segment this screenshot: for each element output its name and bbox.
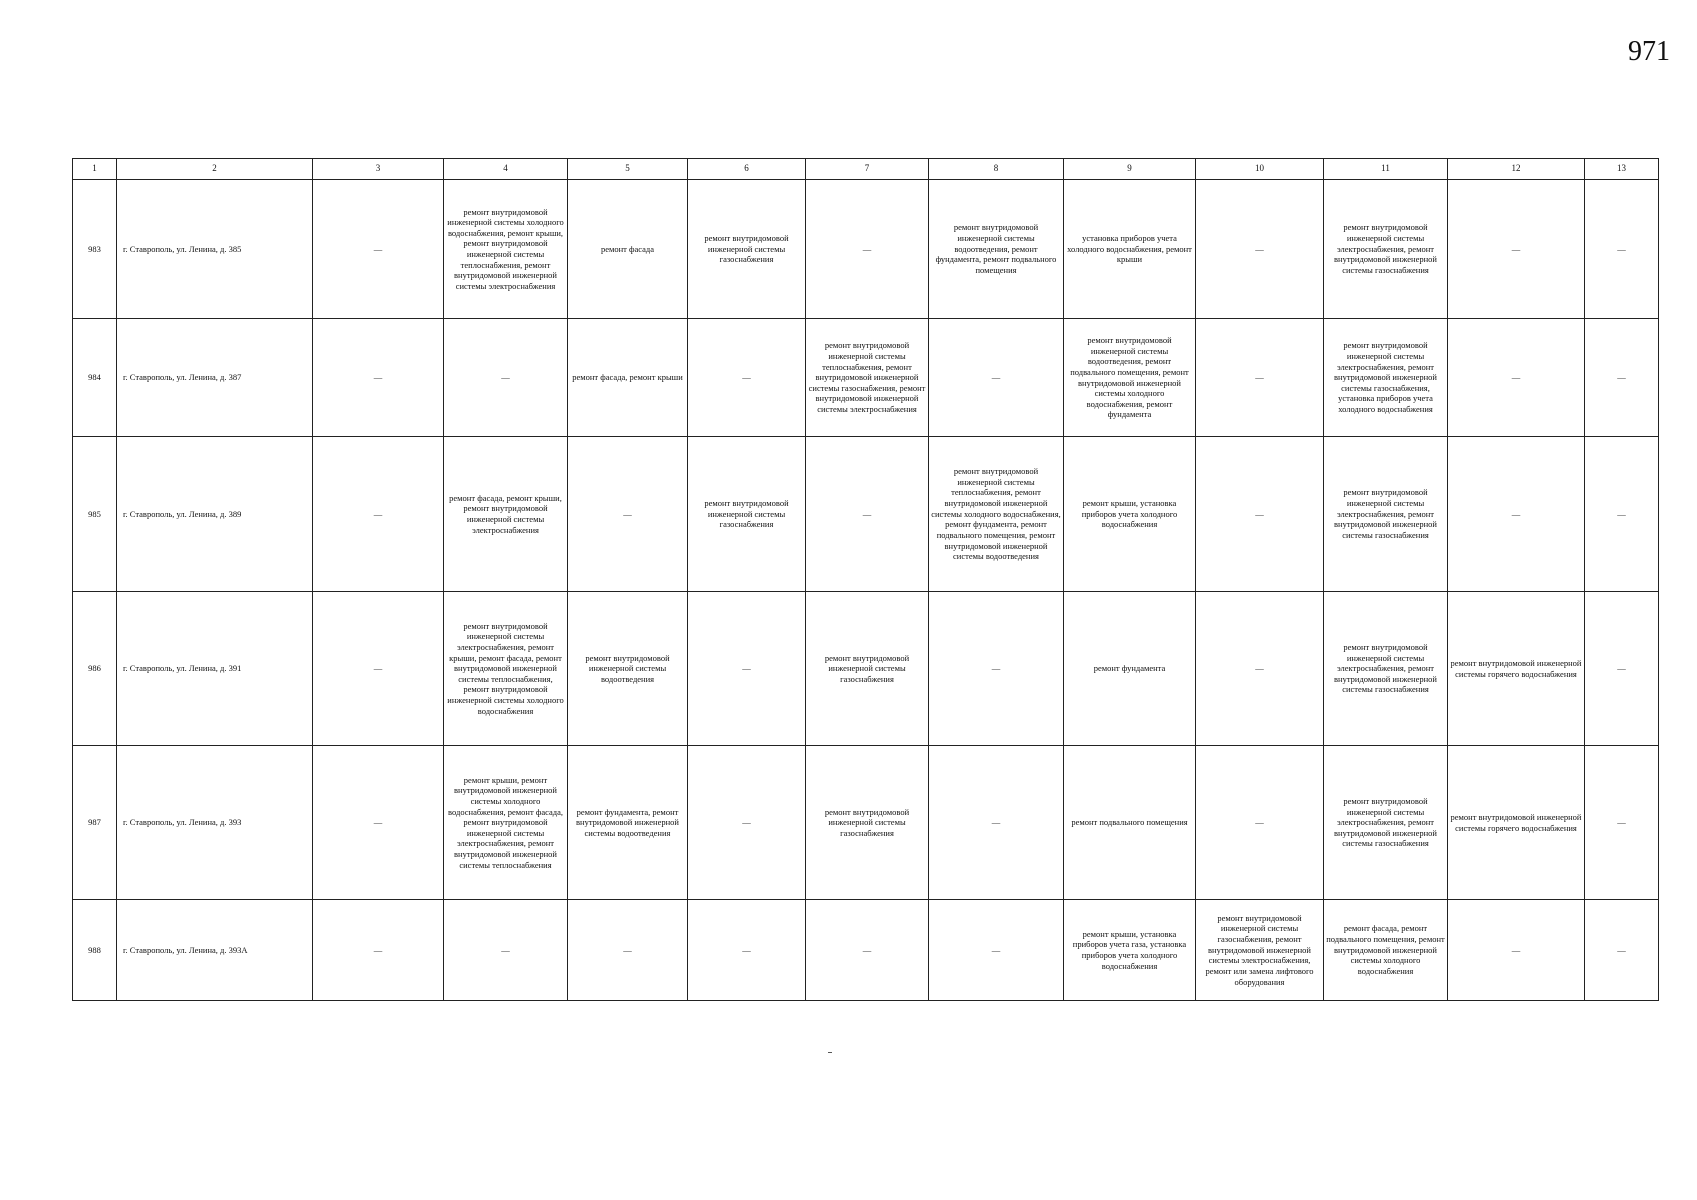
table-cell: ремонт подвального помещения — [1064, 746, 1196, 900]
table-cell: ремонт внутридомовой инженерной системы водоотведения, ремонт фундамента, ремонт подвального помещения — [929, 180, 1064, 319]
table-row — [73, 900, 1659, 1001]
table-cell: — — [806, 180, 929, 319]
table-cell: ремонт внутридомовой инженерной системы газоснабжения, ремонт внутридомовой инженерной системы электроснабжения, ремонт или замена лифтового оборудования — [1196, 900, 1324, 1001]
scan-speck — [828, 1052, 832, 1053]
address-cell: г. Ставрополь, ул. Ленина, д. 393 — [117, 746, 313, 900]
table-cell: — — [313, 319, 444, 437]
column-header: 4 — [444, 159, 568, 180]
row-number: 984 — [73, 319, 117, 437]
column-header: 9 — [1064, 159, 1196, 180]
table-cell: ремонт внутридомовой инженерной системы холодного водоснабжения, ремонт крыши, ремонт внутридомовой инженерной системы теплоснабжения, ремонт внутридомовой инженерной системы электроснабжения — [444, 180, 568, 319]
table-cell: ремонт внутридомовой инженерной системы теплоснабжения, ремонт внутридомовой инженерной системы холодного водоснабжения, ремонт фундамента, ремонт подвального помещения, ремонт внутридомовой инженерной системы водоотведения — [929, 437, 1064, 592]
column-header: 13 — [1585, 159, 1659, 180]
table-cell: ремонт крыши, установка приборов учета газа, установка приборов учета холодного водоснабжения — [1064, 900, 1196, 1001]
address-cell: г. Ставрополь, ул. Ленина, д. 391 — [117, 592, 313, 746]
column-header: 7 — [806, 159, 929, 180]
table-cell: ремонт внутридомовой инженерной системы газоснабжения — [688, 180, 806, 319]
table-cell: — — [1196, 746, 1324, 900]
table-cell: — — [568, 900, 688, 1001]
table-cell: — — [1196, 592, 1324, 746]
column-header: 8 — [929, 159, 1064, 180]
table-cell: ремонт фасада, ремонт подвального помещения, ремонт внутридомовой инженерной системы холодного водоснабжения — [1324, 900, 1448, 1001]
row-number: 985 — [73, 437, 117, 592]
column-header: 2 — [117, 159, 313, 180]
table-cell: ремонт внутридомовой инженерной системы газоснабжения — [806, 592, 929, 746]
table-cell: — — [929, 319, 1064, 437]
table-cell: — — [806, 437, 929, 592]
address-cell: г. Ставрополь, ул. Ленина, д. 387 — [117, 319, 313, 437]
table-header-row — [73, 159, 1659, 180]
table-cell: — — [444, 900, 568, 1001]
table-cell: — — [1448, 900, 1585, 1001]
column-header: 11 — [1324, 159, 1448, 180]
row-number: 988 — [73, 900, 117, 1001]
table-cell: ремонт крыши, установка приборов учета холодного водоснабжения — [1064, 437, 1196, 592]
table-cell: — — [1585, 746, 1659, 900]
table-row — [73, 180, 1659, 319]
table-row — [73, 592, 1659, 746]
table-cell: — — [1585, 437, 1659, 592]
table-cell: — — [313, 180, 444, 319]
table-cell: — — [313, 437, 444, 592]
table-cell: ремонт фундамента — [1064, 592, 1196, 746]
table-cell: ремонт внутридомовой инженерной системы электроснабжения, ремонт внутридомовой инженерной системы газоснабжения — [1324, 746, 1448, 900]
table-cell: — — [568, 437, 688, 592]
table-cell: ремонт внутридомовой инженерной системы горячего водоснабжения — [1448, 746, 1585, 900]
table-cell: — — [929, 592, 1064, 746]
table-cell: ремонт внутридомовой инженерной системы горячего водоснабжения — [1448, 592, 1585, 746]
table-cell: ремонт фасада, ремонт крыши, ремонт внутридомовой инженерной системы электроснабжения — [444, 437, 568, 592]
table-cell: ремонт внутридомовой инженерной системы газоснабжения — [806, 746, 929, 900]
page-number: 971 — [1628, 36, 1670, 67]
repair-schedule-table — [72, 158, 1659, 1001]
address-cell: г. Ставрополь, ул. Ленина, д. 393А — [117, 900, 313, 1001]
table-cell: — — [1448, 437, 1585, 592]
table-cell: ремонт внутридомовой инженерной системы водоотведения — [568, 592, 688, 746]
table-cell: ремонт внутридомовой инженерной системы теплоснабжения, ремонт внутридомовой инженерной системы газоснабжения, ремонт внутридомовой инженерной системы электроснабжения — [806, 319, 929, 437]
table-cell: — — [929, 900, 1064, 1001]
table-cell: ремонт внутридомовой инженерной системы газоснабжения — [688, 437, 806, 592]
table-cell: — — [688, 746, 806, 900]
table-row — [73, 746, 1659, 900]
table-cell: ремонт внутридомовой инженерной системы электроснабжения, ремонт внутридомовой инженерной системы газоснабжения — [1324, 180, 1448, 319]
table-cell: — — [1585, 180, 1659, 319]
table-cell: — — [1585, 900, 1659, 1001]
table-row — [73, 437, 1659, 592]
table-cell: ремонт внутридомовой инженерной системы электроснабжения, ремонт крыши, ремонт фасада, ремонт внутридомовой инженерной системы теплоснабжения, ремонт внутридомовой инженерной системы холодного водоснабжения — [444, 592, 568, 746]
table-cell: ремонт внутридомовой инженерной системы водоотведения, ремонт подвального помещения, ремонт внутридомовой инженерной системы холодного водоснабжения, ремонт фундамента — [1064, 319, 1196, 437]
table-cell: — — [688, 319, 806, 437]
row-number: 986 — [73, 592, 117, 746]
table-cell: — — [1448, 180, 1585, 319]
address-cell: г. Ставрополь, ул. Ленина, д. 389 — [117, 437, 313, 592]
table-cell: ремонт внутридомовой инженерной системы электроснабжения, ремонт внутридомовой инженерной системы газоснабжения — [1324, 437, 1448, 592]
table-cell: — — [688, 592, 806, 746]
column-header: 10 — [1196, 159, 1324, 180]
table-cell: — — [313, 592, 444, 746]
row-number: 983 — [73, 180, 117, 319]
column-header: 5 — [568, 159, 688, 180]
table-cell: — — [313, 900, 444, 1001]
table-cell: — — [1196, 437, 1324, 592]
table-cell: ремонт внутридомовой инженерной системы электроснабжения, ремонт внутридомовой инженерной системы газоснабжения, установка приборов учета холодного водоснабжения — [1324, 319, 1448, 437]
table-cell: ремонт внутридомовой инженерной системы электроснабжения, ремонт внутридомовой инженерной системы газоснабжения — [1324, 592, 1448, 746]
table-cell: — — [313, 746, 444, 900]
table-cell: ремонт крыши, ремонт внутридомовой инженерной системы холодного водоснабжения, ремонт фасада, ремонт внутридомовой инженерной системы электроснабжения, ремонт внутридомовой инженерной системы теплоснабжения — [444, 746, 568, 900]
table-cell: — — [1585, 319, 1659, 437]
table-cell: ремонт фасада, ремонт крыши — [568, 319, 688, 437]
table-cell: ремонт фундамента, ремонт внутридомовой инженерной системы водоотведения — [568, 746, 688, 900]
table-cell: — — [444, 319, 568, 437]
column-header: 3 — [313, 159, 444, 180]
table-cell: установка приборов учета холодного водоснабжения, ремонт крыши — [1064, 180, 1196, 319]
table-cell: — — [929, 746, 1064, 900]
table-cell: — — [1448, 319, 1585, 437]
table-row — [73, 319, 1659, 437]
column-header: 1 — [73, 159, 117, 180]
column-header: 12 — [1448, 159, 1585, 180]
table-cell: — — [1196, 180, 1324, 319]
column-header: 6 — [688, 159, 806, 180]
table-cell: — — [806, 900, 929, 1001]
table-cell: — — [1196, 319, 1324, 437]
table-cell: — — [688, 900, 806, 1001]
address-cell: г. Ставрополь, ул. Ленина, д. 385 — [117, 180, 313, 319]
table-cell: — — [1585, 592, 1659, 746]
table-cell: ремонт фасада — [568, 180, 688, 319]
row-number: 987 — [73, 746, 117, 900]
